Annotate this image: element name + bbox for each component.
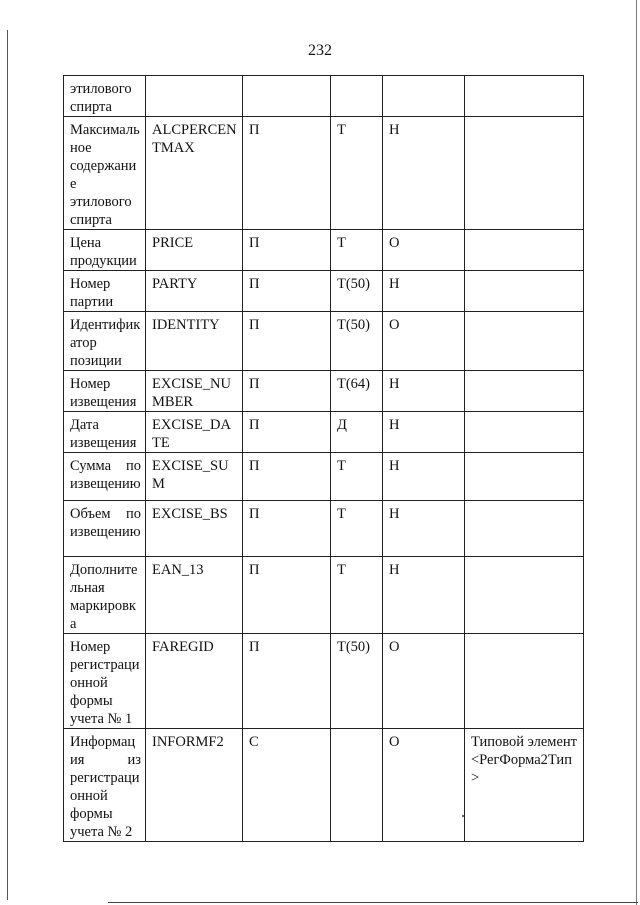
field-type-cell: Т(50) bbox=[331, 634, 383, 729]
field-required-cell: О bbox=[383, 634, 465, 729]
field-type-cell bbox=[331, 729, 383, 842]
table-body bbox=[64, 76, 584, 842]
field-description-cell: Максимальное содержание этилового спирта bbox=[64, 117, 146, 230]
field-description-cell: Информация из регистрационной формы учета № 2 bbox=[64, 729, 146, 842]
page-number: 232 bbox=[308, 42, 332, 59]
field-note-cell bbox=[465, 412, 584, 453]
field-code-cell: EXCISE_SUM bbox=[146, 453, 243, 501]
table-row bbox=[64, 557, 584, 634]
field-code-cell: ALCPERCENTMAX bbox=[146, 117, 243, 230]
field-note-cell bbox=[465, 501, 584, 557]
field-required-cell: Н bbox=[383, 412, 465, 453]
field-description-cell: Номер извещения bbox=[64, 371, 146, 412]
field-required-cell: Н bbox=[383, 557, 465, 634]
field-flag-cell: П bbox=[243, 117, 331, 230]
field-type-cell: Т bbox=[331, 501, 383, 557]
field-note-cell bbox=[465, 271, 584, 312]
field-required-cell: О bbox=[383, 230, 465, 271]
specification-table bbox=[63, 75, 584, 842]
field-description-cell: Объем по извещению bbox=[64, 501, 146, 557]
field-type-cell bbox=[331, 76, 383, 117]
field-note-cell bbox=[465, 312, 584, 371]
field-required-cell: Н bbox=[383, 371, 465, 412]
field-type-cell: Т bbox=[331, 557, 383, 634]
field-code-cell: PRICE bbox=[146, 230, 243, 271]
field-description-cell: Сумма по извещению bbox=[64, 453, 146, 501]
field-code-cell: PARTY bbox=[146, 271, 243, 312]
field-code-cell: EAN_13 bbox=[146, 557, 243, 634]
table-row bbox=[64, 117, 584, 230]
field-description-cell: Цена продукции bbox=[64, 230, 146, 271]
table-row bbox=[64, 76, 584, 117]
field-flag-cell: П bbox=[243, 557, 331, 634]
field-type-cell: Т(64) bbox=[331, 371, 383, 412]
table-row bbox=[64, 230, 584, 271]
field-note-cell bbox=[465, 557, 584, 634]
field-code-cell: EXCISE_BS bbox=[146, 501, 243, 557]
field-type-cell: Т bbox=[331, 230, 383, 271]
field-note-cell: Типовой элемент <РегФорма2Тип> bbox=[465, 729, 584, 842]
field-required-cell: О bbox=[383, 729, 465, 842]
field-type-cell: Т(50) bbox=[331, 312, 383, 371]
field-code-cell: EXCISE_NUMBER bbox=[146, 371, 243, 412]
field-note-cell bbox=[465, 117, 584, 230]
field-flag-cell: П bbox=[243, 230, 331, 271]
field-code-cell: FAREGID bbox=[146, 634, 243, 729]
field-description-cell: Дата извещения bbox=[64, 412, 146, 453]
field-note-cell bbox=[465, 634, 584, 729]
field-flag-cell bbox=[243, 76, 331, 117]
field-flag-cell: С bbox=[243, 729, 331, 842]
table-row bbox=[64, 371, 584, 412]
field-note-cell bbox=[465, 230, 584, 271]
field-type-cell: Т bbox=[331, 117, 383, 230]
field-description-cell: Идентификатор позиции bbox=[64, 312, 146, 371]
table-row bbox=[64, 412, 584, 453]
field-code-cell bbox=[146, 76, 243, 117]
table-row bbox=[64, 453, 584, 501]
field-required-cell: Н bbox=[383, 117, 465, 230]
table-row bbox=[64, 501, 584, 557]
field-description-cell: Номер регистрационной формы учета № 1 bbox=[64, 634, 146, 729]
field-required-cell: Н bbox=[383, 271, 465, 312]
field-flag-cell: П bbox=[243, 501, 331, 557]
field-note-cell bbox=[465, 76, 584, 117]
field-type-cell: Т(50) bbox=[331, 271, 383, 312]
field-flag-cell: П bbox=[243, 312, 331, 371]
field-required-cell bbox=[383, 76, 465, 117]
bottom-scan-line bbox=[108, 902, 638, 903]
field-description-cell: Номер партии bbox=[64, 271, 146, 312]
field-required-cell: Н bbox=[383, 501, 465, 557]
field-flag-cell: П bbox=[243, 412, 331, 453]
field-code-cell: EXCISE_DATE bbox=[146, 412, 243, 453]
field-type-cell: Д bbox=[331, 412, 383, 453]
field-note-cell bbox=[465, 371, 584, 412]
field-required-cell: Н bbox=[383, 453, 465, 501]
left-page-edge bbox=[7, 30, 8, 900]
field-description-cell: этилового спирта bbox=[64, 76, 146, 117]
field-flag-cell: П bbox=[243, 453, 331, 501]
field-description-cell: Дополнительная маркировка bbox=[64, 557, 146, 634]
right-page-edge bbox=[636, 0, 637, 905]
table-row bbox=[64, 271, 584, 312]
field-flag-cell: П bbox=[243, 634, 331, 729]
field-flag-cell: П bbox=[243, 271, 331, 312]
field-note-cell bbox=[465, 453, 584, 501]
table-row bbox=[64, 312, 584, 371]
field-code-cell: INFORMF2 bbox=[146, 729, 243, 842]
table-row bbox=[64, 634, 584, 729]
field-type-cell: Т bbox=[331, 453, 383, 501]
field-flag-cell: П bbox=[243, 371, 331, 412]
field-required-cell: О bbox=[383, 312, 465, 371]
field-code-cell: IDENTITY bbox=[146, 312, 243, 371]
table-row bbox=[64, 729, 584, 842]
